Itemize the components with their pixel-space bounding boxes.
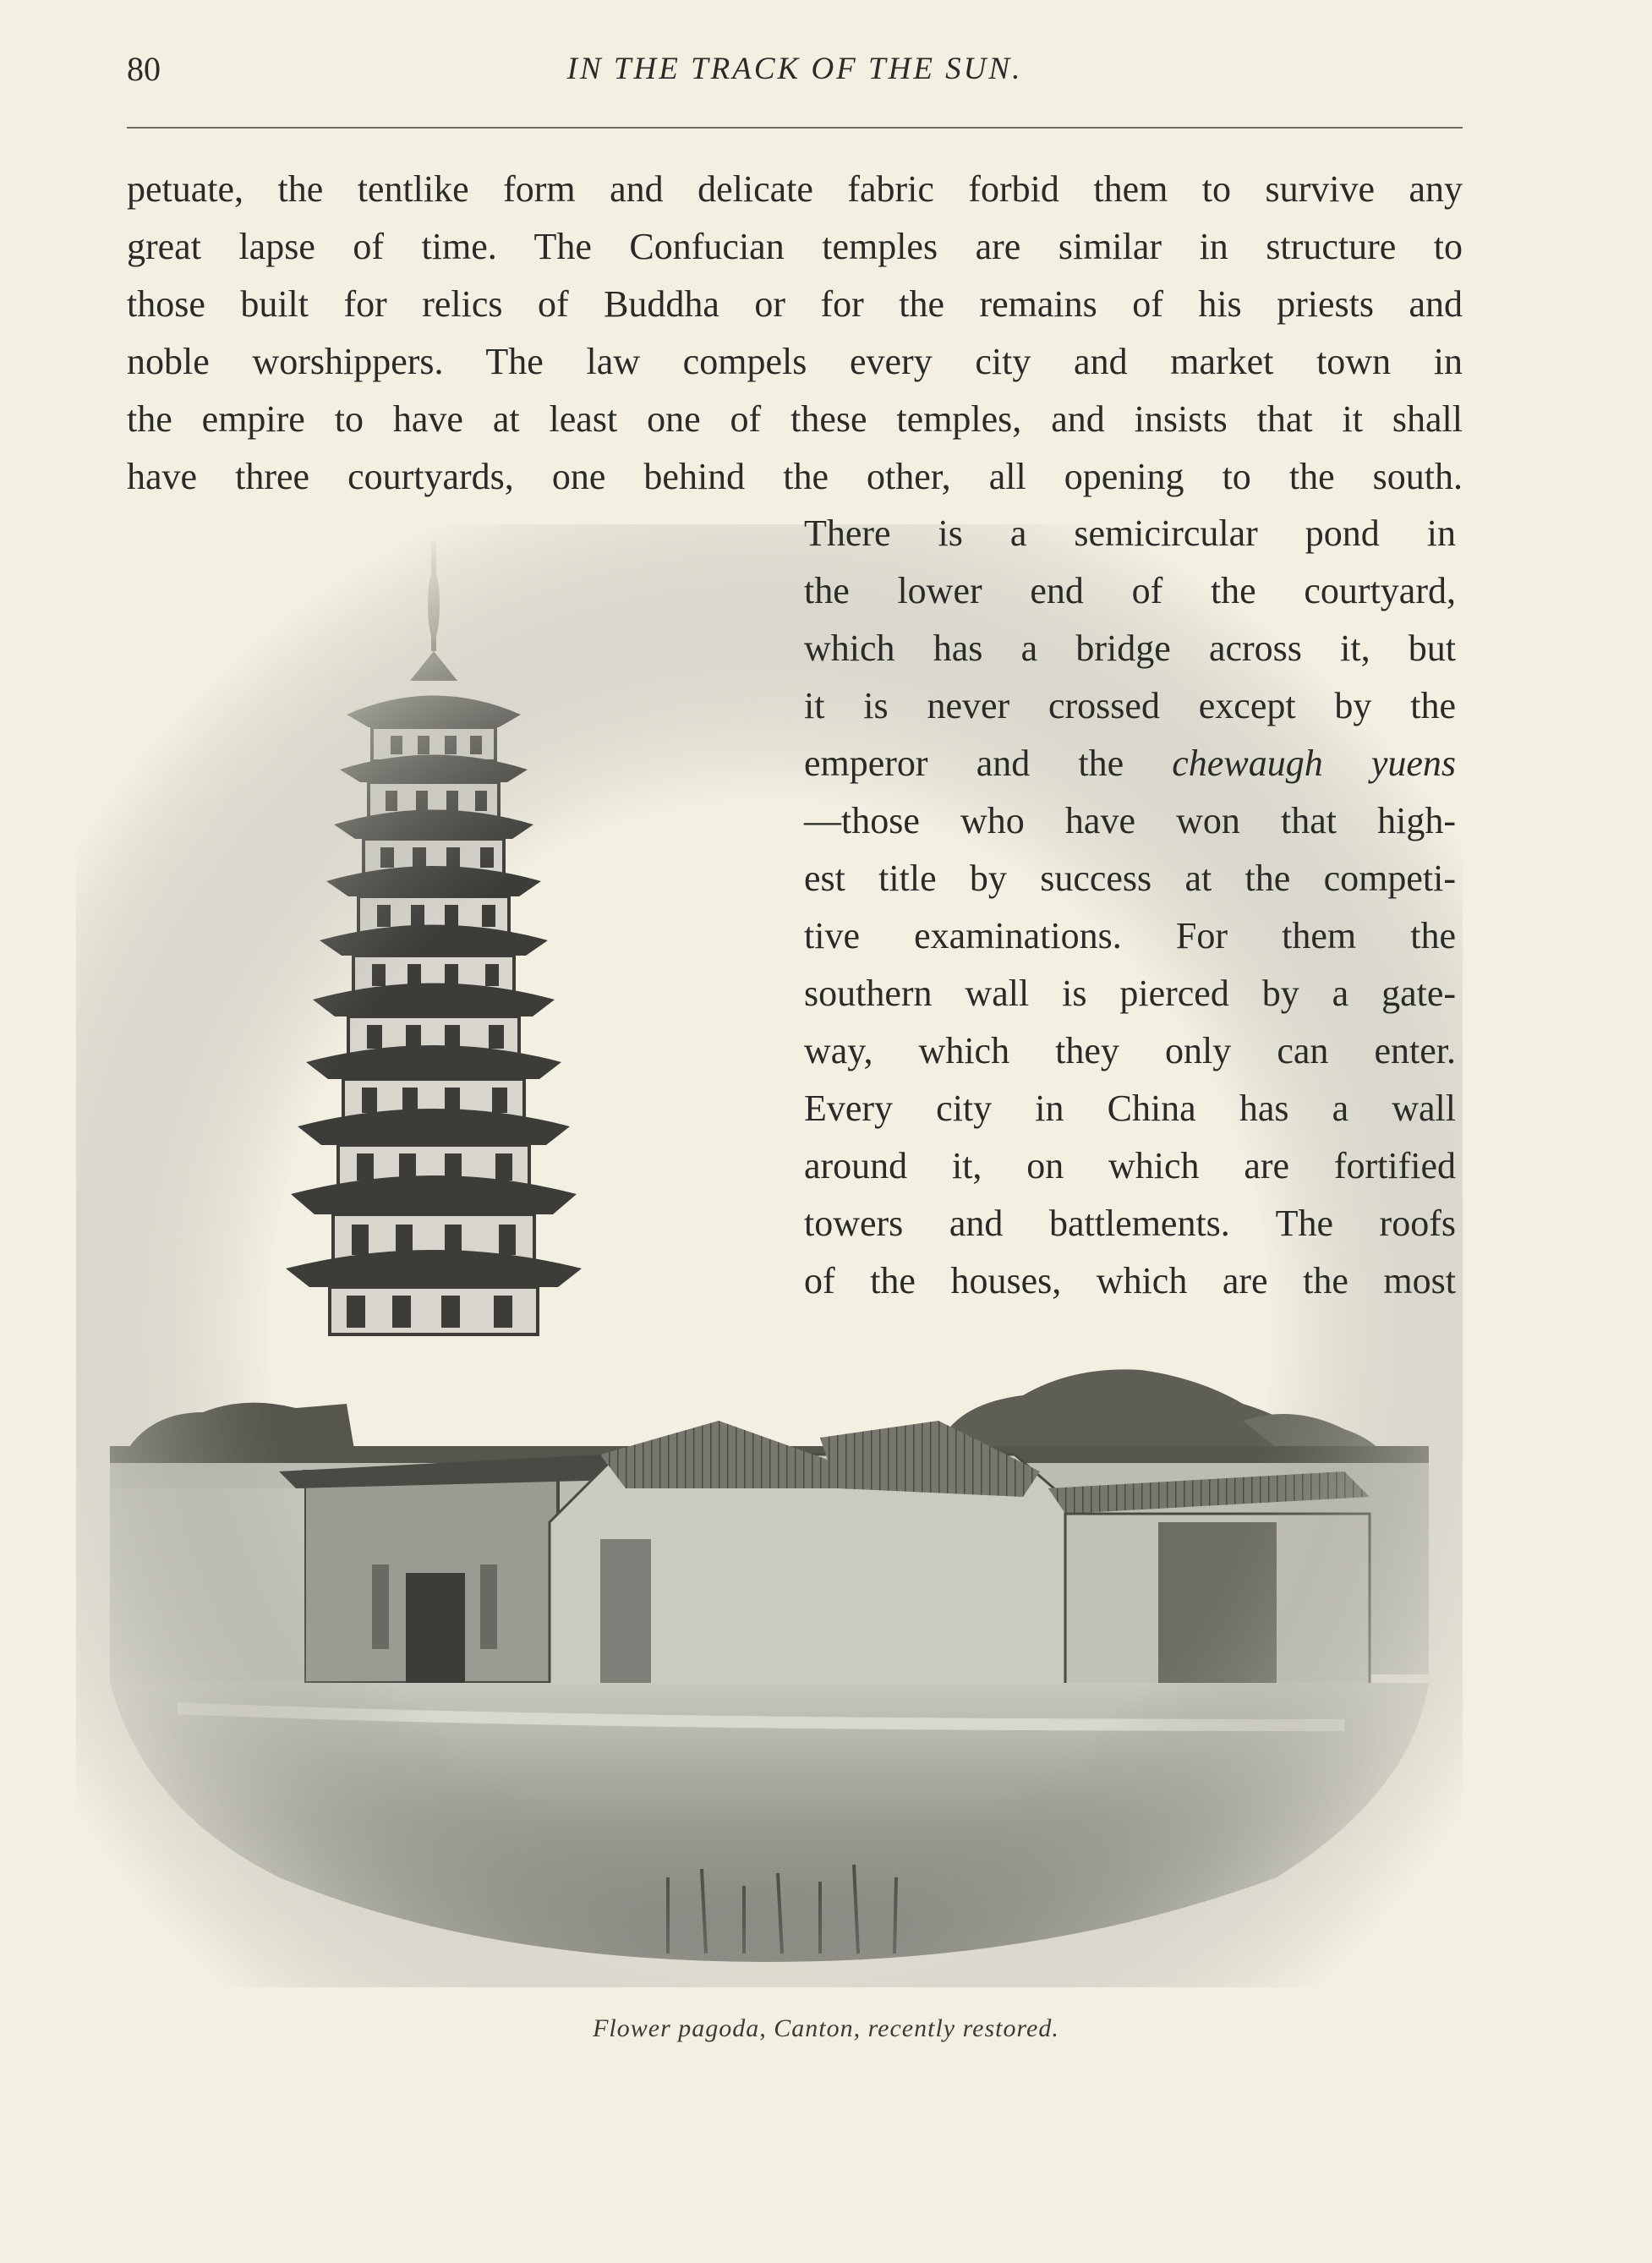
text-line: southern wall is pierced by a gate- [804, 973, 1456, 1014]
text-line: tive examinations. For them the [804, 915, 1456, 956]
text-segment: emperor and the [804, 742, 1124, 784]
text-line: the lower end of the courtyard, [804, 570, 1456, 611]
text-line: There is a semicircular pond in [804, 512, 1456, 554]
paragraph-full-width [127, 161, 1463, 506]
header-rule [127, 127, 1463, 129]
text-line: —those who have won that high- [804, 800, 1456, 841]
text-line: est title by success at the competi- [804, 858, 1456, 899]
text-line-with-italic [804, 735, 1456, 792]
running-title: IN THE TRACK OF THE SUN. [566, 52, 1023, 86]
running-header [127, 44, 1463, 95]
text-line: towers and battlements. The roofs [804, 1203, 1456, 1244]
text-line: way, which they only can enter. [804, 1030, 1456, 1071]
paragraph-column [804, 505, 1456, 1310]
page-number: 80 [127, 50, 161, 88]
text-line: those built for relics of Buddha or for the remains of his priests and [127, 283, 1463, 325]
text-line: which has a bridge across it, but [804, 627, 1456, 669]
text-line: noble worshippers. The law compels every city and market town in [127, 341, 1463, 382]
text-line: the empire to have at least one of these temples, and insists that it shall [127, 398, 1463, 440]
text-line: of the houses, which are the most [804, 1260, 1456, 1301]
italic-term: chewaugh yuens [1172, 742, 1457, 784]
text-line: around it, on which are fortified [804, 1145, 1456, 1186]
text-line: have three courtyards, one behind the other, all opening to the south. [127, 456, 1463, 497]
text-line: petuate, the tentlike form and delicate fabric forbid them to survive any [127, 168, 1463, 210]
text-line: great lapse of time. The Confucian temples are similar in structure to [127, 226, 1463, 267]
text-line: Every city in China has a wall [804, 1088, 1456, 1129]
figure-caption: Flower pagoda, Canton, recently restored. [593, 2014, 1059, 2042]
text-line: it is never crossed except by the [804, 685, 1456, 726]
